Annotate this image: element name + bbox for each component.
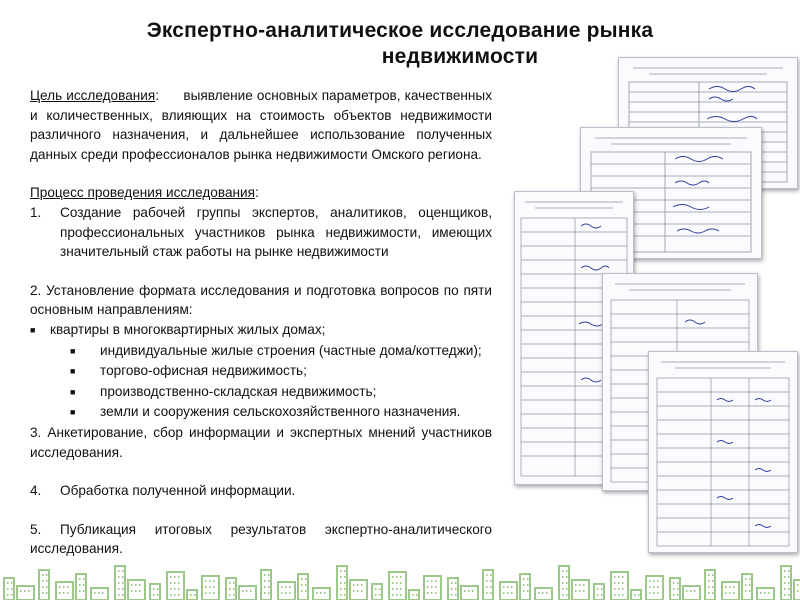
sub-bullet-4: ■ земли и сооружения сельскохозяйственного назначения. (30, 402, 492, 423)
questionnaire-sheet (648, 351, 798, 553)
goal-paragraph: Цель исследования: выявление основных параметров, качественных и количественных, влияющих на стоимость объектов недвижимости различного назначения, и дальнейшее использование полученных данных среди профессионалов рынка недвижимости Омского региона. (30, 88, 492, 162)
process-heading: Процесс проведения исследования: (30, 185, 259, 201)
sub-bullet-1: ■ индивидуальные жилые строения (частные дома/коттеджи); (30, 341, 492, 362)
goal-text: выявление основных параметров, качественных и количественных, влияющих на стоимость объектов недвижимости различного назначения, и дальнейшее использование полученных данных среди профессионалов рынка недвижимости Омского региона. (30, 88, 492, 162)
sub-bullet-3: ■ производственно-складская недвижимость; (30, 382, 492, 403)
bullet-icon: ■ (70, 386, 76, 397)
step-1: 1. Создание рабочей группы экспертов, аналитиков, оценщиков, профессиональных участников рынка недвижимости, имеющих значительный стаж работы на рынке недвижимости (30, 204, 492, 260)
main-text (30, 86, 492, 559)
city-skyline-decoration (0, 560, 800, 600)
step-4: 4. Обработка полученной информации. (30, 483, 296, 499)
process-label: Процесс проведения исследования (30, 185, 255, 201)
step-2: 2. Установление формата исследования и подготовка вопросов по пяти основным направлениям: (30, 282, 492, 318)
bullet-icon: ■ (70, 366, 76, 377)
bullet-main: ■ квартиры в многоквартирных жилых домах; (30, 320, 492, 341)
title-line-1: Экспертно-аналитическое исследование рынка (146, 19, 654, 42)
sub-bullet-2: ■ торгово-офисная недвижимость; (30, 361, 492, 382)
bullet-icon: ■ (30, 324, 36, 335)
bullet-icon: ■ (70, 407, 76, 418)
bullet-icon: ■ (70, 345, 76, 356)
title-line-2: недвижимости (381, 45, 539, 68)
step-5: 5. Публикация итоговых результатов экспертно-аналитического исследования. (30, 521, 492, 557)
questionnaire-sheets-image (508, 55, 800, 555)
goal-label: Цель исследования (30, 88, 156, 103)
step-3: 3. Анкетирование, сбор информации и экспертных мнений участников исследования. (30, 424, 492, 460)
sheet-lines-graphic (649, 352, 797, 552)
